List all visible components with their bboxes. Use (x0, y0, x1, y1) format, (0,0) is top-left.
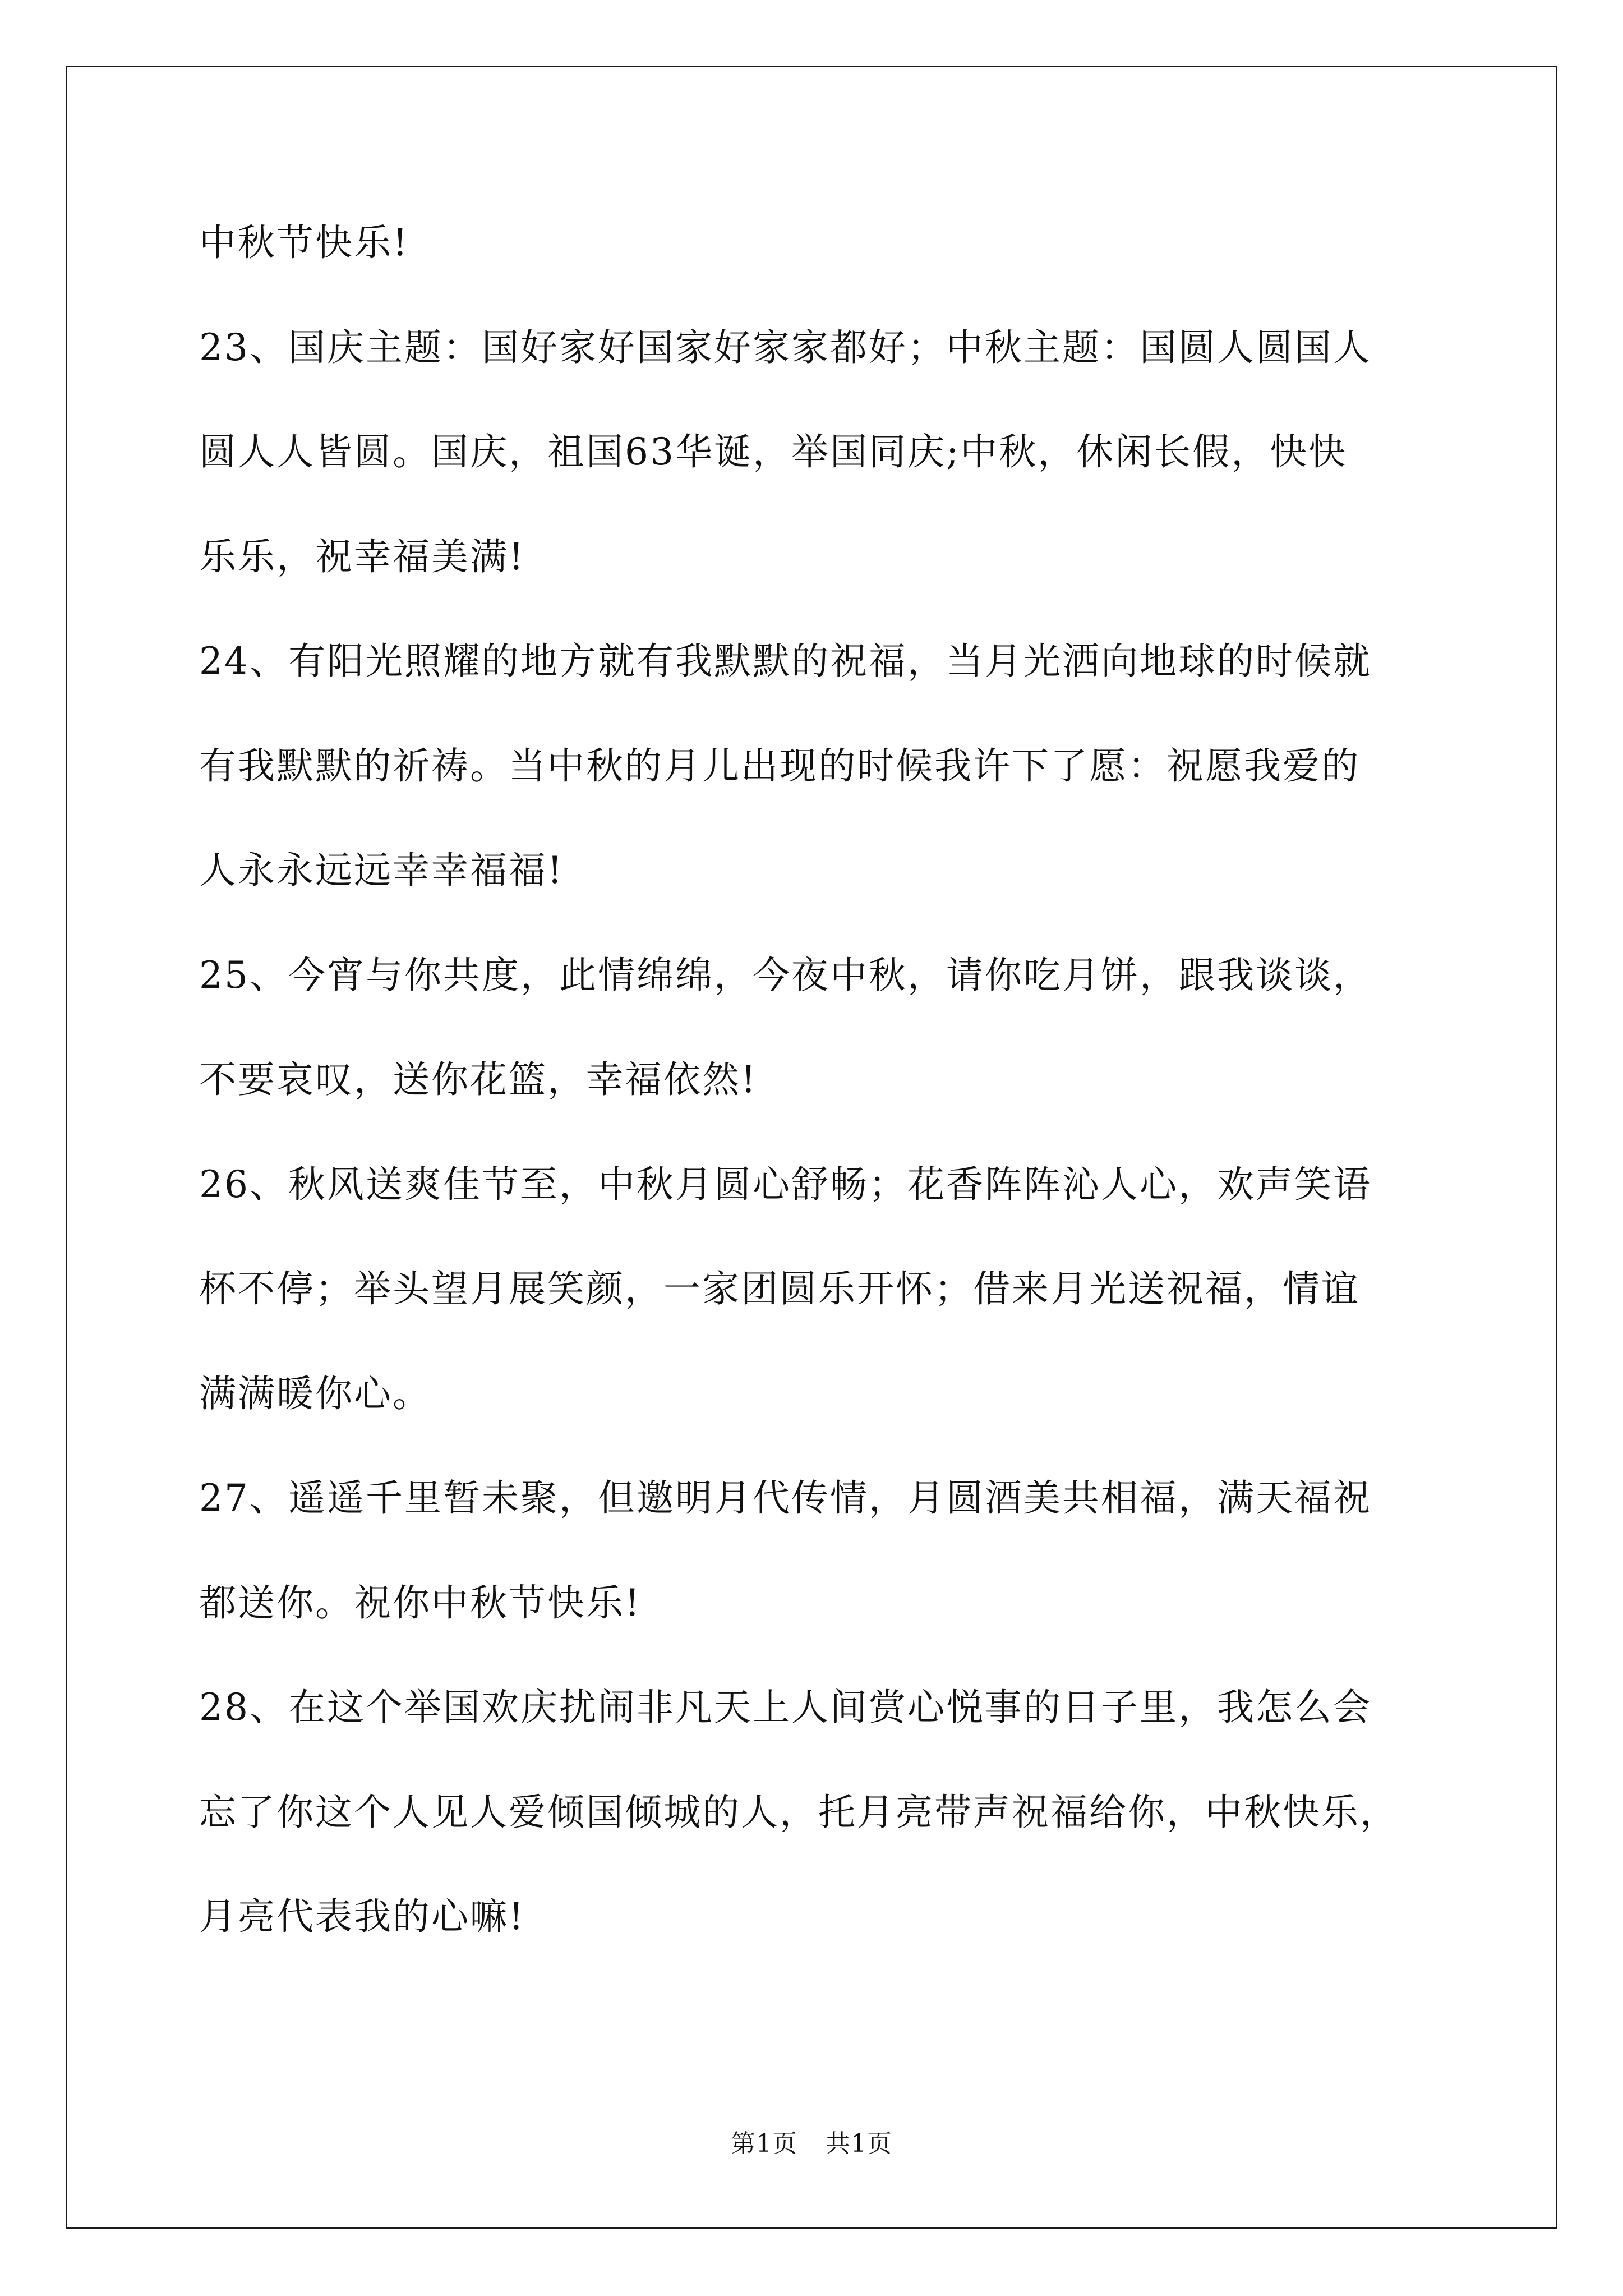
text-line: 圆人人皆圆。国庆，祖国63华诞，举国同庆;中秋，休闲长假，快快 (199, 430, 1348, 473)
text-line: 28、在这个举国欢庆扰闹非凡天上人间赏心悦事的日子里，我怎么会 (199, 1686, 1372, 1729)
text-line: 都送你。祝你中秋节快乐! (199, 1581, 642, 1625)
page-total: 共1页 (826, 2129, 892, 2158)
document-body (199, 212, 1433, 1991)
page-number: 第1页 (731, 2129, 797, 2158)
text-line: 月亮代表我的心嘛! (199, 1895, 525, 1938)
text-line: 杯不停；举头望月展笑颜，一家团圆乐开怀；借来月光送祝福，情谊 (199, 1267, 1360, 1310)
text-line: 27、遥遥千里暂未聚，但邀明月代传情，月圆酒美共相福，满天福祝 (199, 1476, 1372, 1520)
text-line: 中秋节快乐! (199, 221, 409, 264)
text-line: 满满暖你心。 (199, 1372, 431, 1415)
text-line: 26、秋风送爽佳节至，中秋月圆心舒畅；花香阵阵沁人心，欢声笑语 (199, 1162, 1372, 1206)
text-line: 23、国庆主题：国好家好国家好家家都好；中秋主题：国圆人圆国人 (199, 325, 1372, 369)
text-line: 25、今宵与你共度，此情绵绵，今夜中秋，请你吃月饼，跟我谈谈， (199, 953, 1372, 997)
page-footer (0, 2123, 1623, 2159)
text-line: 乐乐，祝幸福美满! (199, 535, 525, 578)
text-line: 不要哀叹，送你花篮，幸福依然! (199, 1058, 758, 1101)
text-line: 人永永远远幸幸福福! (199, 849, 564, 892)
text-line: 有我默默的祈祷。当中秋的月儿出现的时候我许下了愿：祝愿我爱的 (199, 744, 1360, 788)
text-line: 24、有阳光照耀的地方就有我默默的祝福，当月光洒向地球的时候就 (199, 639, 1372, 683)
text-line: 忘了你这个人见人爱倾国倾城的人，托月亮带声祝福给你，中秋快乐， (199, 1790, 1399, 1834)
